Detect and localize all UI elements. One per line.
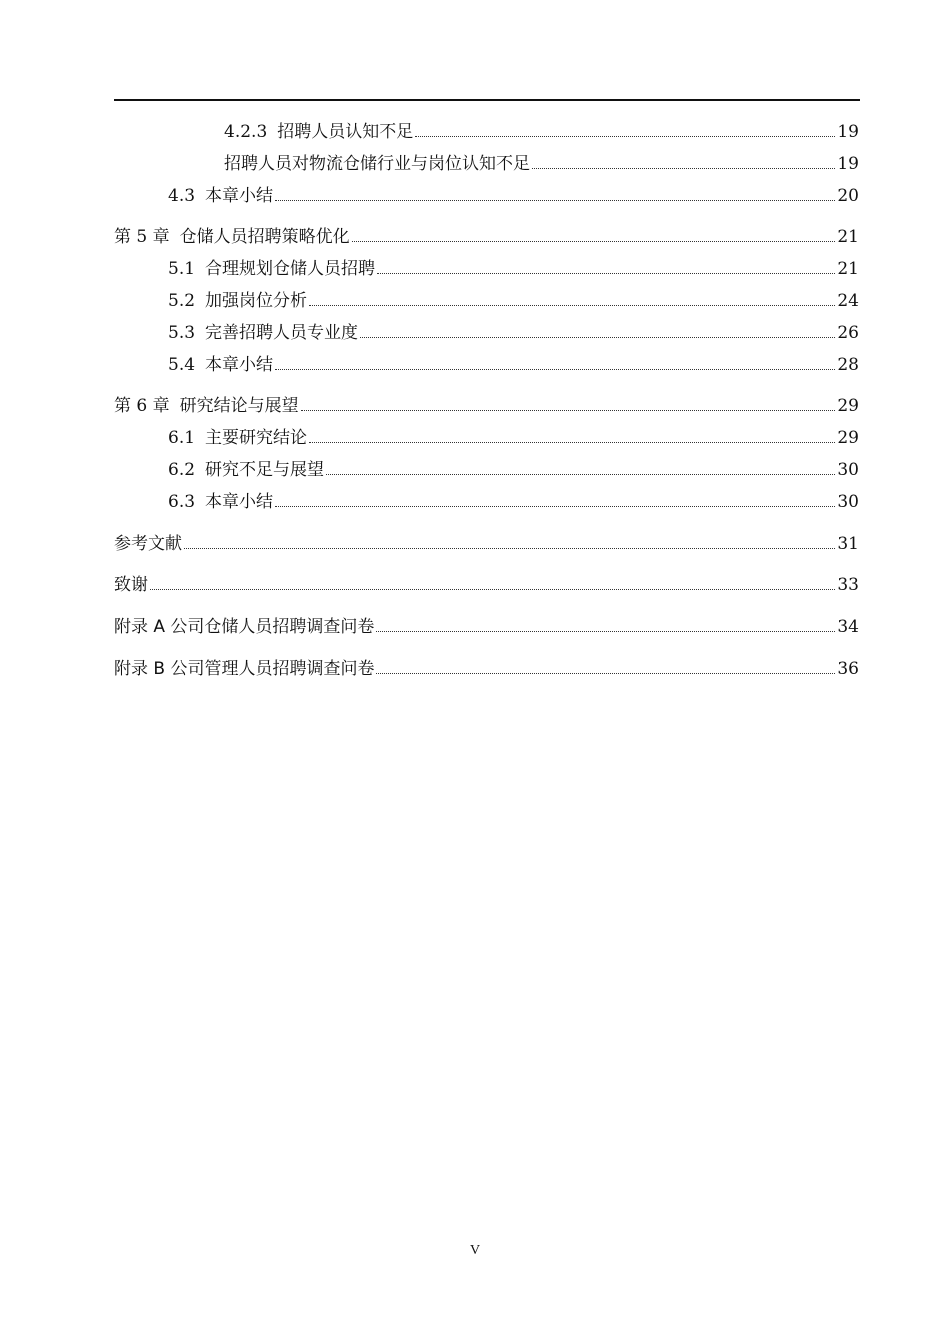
toc-page: 21: [837, 259, 859, 279]
toc-title: 本章小结: [205, 492, 274, 512]
toc-page: 26: [837, 323, 859, 343]
toc-entry-chapter-6[interactable]: [114, 394, 859, 418]
toc-number: 6.1: [168, 428, 196, 448]
toc-entry-5-3[interactable]: [168, 321, 859, 345]
toc-title: 附录 B 公司管理人员招聘调查问卷: [114, 659, 375, 679]
dot-leader: [377, 273, 835, 274]
toc-entry-4-2-3[interactable]: [224, 120, 859, 144]
toc-number: 5.2: [168, 291, 196, 311]
toc-page: 29: [837, 428, 859, 448]
toc-title: 本章小结: [205, 186, 274, 206]
toc-page: 28: [837, 355, 859, 375]
dot-leader: [275, 369, 835, 370]
toc-page: 33: [837, 575, 859, 595]
toc-entry-chapter-5[interactable]: [114, 225, 859, 249]
dot-leader: [532, 168, 835, 169]
toc-page: 36: [837, 659, 859, 679]
toc-title: 加强岗位分析: [205, 291, 308, 311]
toc-title: 致谢: [114, 575, 148, 595]
toc-number: 第 5 章: [114, 227, 170, 247]
toc-title: 仓储人员招聘策略优化: [179, 227, 350, 247]
toc-entry-6-2[interactable]: [168, 458, 859, 482]
toc-page: 30: [837, 492, 859, 512]
toc-title: 合理规划仓储人员招聘: [205, 259, 376, 279]
dot-leader: [309, 442, 835, 443]
dot-leader: [376, 673, 835, 674]
page-number: V: [469, 1243, 481, 1258]
dot-leader: [150, 589, 835, 590]
toc-entry-acknowledgements[interactable]: [114, 573, 859, 597]
toc-entry-appendix-a[interactable]: [114, 615, 859, 639]
toc-number: 6.3: [168, 492, 196, 512]
toc-title: 参考文献: [114, 534, 182, 554]
toc-title: 招聘人员对物流仓储行业与岗位认知不足: [224, 154, 530, 174]
toc-page: 24: [837, 291, 859, 311]
dot-leader: [275, 200, 835, 201]
toc-entry-6-3[interactable]: [168, 490, 859, 514]
toc-number: 5.1: [168, 259, 196, 279]
toc-title: 完善招聘人员专业度: [205, 323, 359, 343]
dot-leader: [360, 337, 835, 338]
dot-leader: [301, 410, 836, 411]
toc-page: 34: [837, 617, 859, 637]
dot-leader: [376, 631, 835, 632]
toc-number: 4.3: [168, 186, 196, 206]
toc-title: 附录 A 公司仓储人员招聘调查问卷: [114, 617, 375, 637]
toc-page: 30: [837, 460, 859, 480]
toc-entry-4-3[interactable]: [168, 184, 859, 208]
toc-page: 19: [837, 154, 859, 174]
toc-entry-recruiter-awareness[interactable]: [224, 152, 859, 176]
toc-entry-references[interactable]: [114, 532, 859, 556]
toc-entry-5-4[interactable]: [168, 353, 859, 377]
toc-page: 31: [837, 534, 859, 554]
toc-page: 20: [837, 186, 859, 206]
toc-number: 4.2.3: [224, 122, 268, 142]
toc-title: 招聘人员认知不足: [277, 122, 414, 142]
toc-page: 19: [837, 122, 859, 142]
toc-title: 本章小结: [205, 355, 274, 375]
toc-title: 主要研究结论: [205, 428, 308, 448]
dot-leader: [275, 506, 835, 507]
toc-entry-6-1[interactable]: [168, 426, 859, 450]
toc-page: 21: [837, 227, 859, 247]
toc-number: 5.4: [168, 355, 196, 375]
dot-leader: [309, 305, 835, 306]
dot-leader: [184, 548, 835, 549]
toc-page: 29: [837, 396, 859, 416]
toc-entry-5-1[interactable]: [168, 257, 859, 281]
toc-number: 6.2: [168, 460, 196, 480]
toc-entry-5-2[interactable]: [168, 289, 859, 313]
toc-number: 第 6 章: [114, 396, 170, 416]
dot-leader: [326, 474, 835, 475]
toc-number: 5.3: [168, 323, 196, 343]
dot-leader: [415, 136, 835, 137]
toc-entry-appendix-b[interactable]: [114, 657, 859, 681]
toc-title: 研究结论与展望: [179, 396, 299, 416]
dot-leader: [352, 241, 836, 242]
toc-title: 研究不足与展望: [205, 460, 325, 480]
